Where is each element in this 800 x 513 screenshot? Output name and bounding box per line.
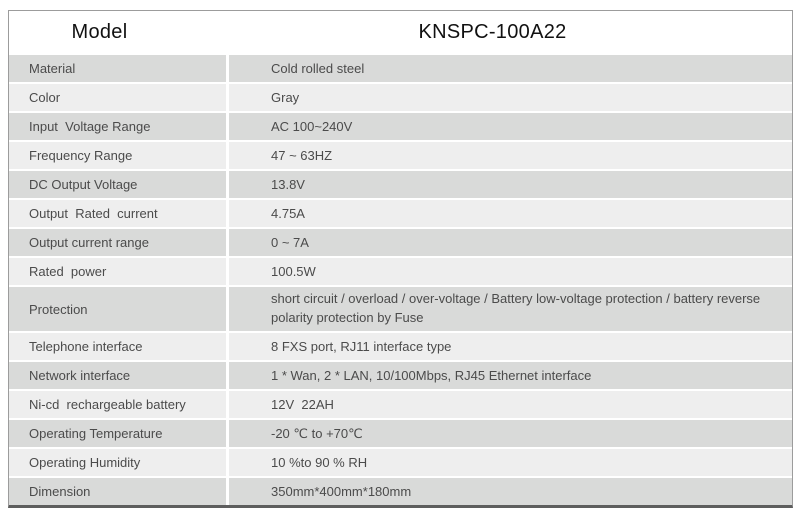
table-row-network-interface [9, 362, 792, 389]
table-row-rated-power [9, 258, 792, 285]
spec-table [9, 11, 792, 505]
table-header-row [9, 11, 792, 53]
header-model-label: Model [71, 20, 128, 43]
spec-value: Gray [229, 84, 792, 111]
table-row-input-voltage-range [9, 113, 792, 140]
spec-label: Operating Humidity [9, 449, 226, 476]
spec-value: short circuit / overload / over-voltage / Battery low-voltage protection / battery reverse polarity protection by Fuse [229, 287, 792, 331]
spec-value: 13.8V [229, 171, 792, 198]
spec-label: DC Output Voltage [9, 171, 226, 198]
spec-label: Color [9, 84, 226, 111]
spec-label: Material [9, 55, 226, 82]
table-row-color [9, 84, 792, 111]
header-model-value-cell [229, 11, 792, 53]
spec-value: 8 FXS port, RJ11 interface type [229, 333, 792, 360]
header-model-label-cell [9, 11, 226, 53]
table-row-nicd-battery [9, 391, 792, 418]
spec-value: 4.75A [229, 200, 792, 227]
table-row-dc-output-voltage [9, 171, 792, 198]
spec-label: Dimension [9, 478, 226, 505]
table-row-dimension [9, 478, 792, 505]
spec-value: 350mm*400mm*180mm [229, 478, 792, 505]
spec-label: Ni-cd rechargeable battery [9, 391, 226, 418]
spec-value: -20 ℃ to +70℃ [229, 420, 792, 447]
spec-label: Telephone interface [9, 333, 226, 360]
table-row-output-current-range [9, 229, 792, 256]
spec-label: Output Rated current [9, 200, 226, 227]
spec-label: Frequency Range [9, 142, 226, 169]
spec-value: 47 ~ 63HZ [229, 142, 792, 169]
spec-label: Operating Temperature [9, 420, 226, 447]
spec-table-frame [8, 10, 793, 508]
table-row-telephone-interface [9, 333, 792, 360]
spec-label: Protection [9, 287, 226, 331]
spec-value: 10 %to 90 % RH [229, 449, 792, 476]
spec-value: 1 * Wan, 2 * LAN, 10/100Mbps, RJ45 Ethernet interface [229, 362, 792, 389]
table-row-frequency-range [9, 142, 792, 169]
table-row-material [9, 55, 792, 82]
table-row-operating-humidity [9, 449, 792, 476]
spec-value: 100.5W [229, 258, 792, 285]
spec-label: Network interface [9, 362, 226, 389]
spec-label: Input Voltage Range [9, 113, 226, 140]
spec-value: 0 ~ 7A [229, 229, 792, 256]
table-row-operating-temperature [9, 420, 792, 447]
table-row-output-rated-current [9, 200, 792, 227]
spec-value: AC 100~240V [229, 113, 792, 140]
spec-value: 12V 22AH [229, 391, 792, 418]
table-row-protection [9, 287, 792, 331]
header-model-value: KNSPC-100A22 [418, 20, 567, 43]
spec-label: Rated power [9, 258, 226, 285]
spec-value: Cold rolled steel [229, 55, 792, 82]
spec-label: Output current range [9, 229, 226, 256]
